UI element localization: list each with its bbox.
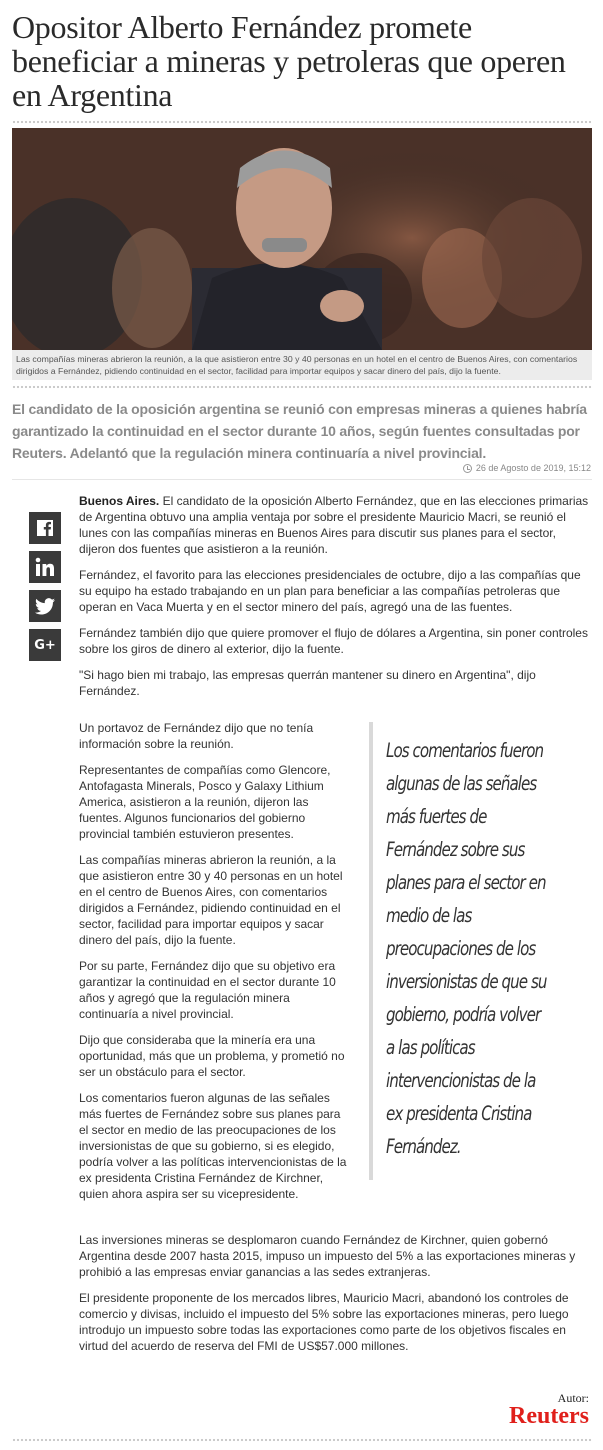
paragraph: Dijo que consideraba que la minería era una oportunidad, más que un problema, y prometió no ser un obstáculo para el sector. [79,1033,345,1079]
google-plus-icon: G+ [34,637,56,653]
publish-date-text: 26 de Agosto de 2019, 15:12 [475,463,591,473]
article-lead: El candidato de la oposición argentina se reunió con empresas mineras a quienes habría garantizado la continuidad en el sector durante 10 años, según fuentes consultadas por Reuters. Adelantó que la regulación minera continuaría a nivel provincial. [12,401,587,461]
facebook-icon [36,519,54,537]
paragraph: El presidente proponente de los mercados libres, Mauricio Macri, abandonó los controles de comercio y divisas, incluido el impuesto del 5% sobre las exportaciones mineras, pero luego introdujo un impuesto sobre todas las exportaciones como parte de los objetivos fiscales en virtud del acuerdo de reserva del FMI de US$57.000 millones. [79,1291,569,1353]
twitter-icon [35,598,55,615]
clock-icon [463,464,472,473]
article-body-column [79,720,351,1212]
paragraph: Las inversiones mineras se desplomaron cuando Fernández de Kirchner, quien gobernó Argentina desde 2007 hasta 2015, impuso un impuesto del 5% a las exportaciones mineras y prohibió a las empresas enviar ganancias a las sedes extranjeras. [79,1233,576,1279]
divider [12,1438,592,1442]
divider [12,479,592,480]
paragraph: Buenos Aires. El candidato de la oposición Alberto Fernández, que en las elecciones primarias de Argentina obtuvo una amplia ventaja por sobre el presidente Mauricio Macri, se reunió el lunes con las compañías mineras en Buenos Aires para discutir sus planes para el sector, dijeron dos fuentes que asistieron a la reunión. [79,494,589,556]
article-body-bottom [79,1232,593,1364]
divider [12,385,592,389]
share-google-plus-button[interactable] [29,629,61,661]
article-body-top [79,493,593,709]
paragraph: Por su parte, Fernández dijo que su objetivo era garantizar la continuidad en el sector durante 10 años y agregó que la regulación minera continuaría a nivel provincial. [79,959,336,1021]
paragraph: Las compañías mineras abrieron la reunión, a la que asistieron entre 30 y 40 personas en un hotel en el centro de Buenos Aires, con comentarios dirigidos a Fernández, pidiendo continuidad en el sector, facilidad para importar equipos y sacar dinero del país, dijo la fuente. [79,853,343,947]
pullquote: Los comentarios fueron algunas de las señales más fuertes de Fernández sobre sus planes para el sector en medio de las preocupaciones de los inversionistas de que su gobierno, podría volver a las políticas intervencionistas de la ex presidenta Cristina Fernández. [386,739,547,1158]
paragraph: "Si hago bien mi trabajo, las empresas querrán mantener su dinero en Argentina", dijo Fernández. [79,668,536,698]
publish-date [463,463,591,473]
author-label: Autor: [557,1391,589,1405]
paragraph: Representantes de compañías como Glencore, Antofagasta Minerals, Posco y Galaxy Lithium America, asistieron a la reunión, dijeron las fuentes. Algunos funcionarios del gobierno provincial también estuvieron presentes. [79,763,331,841]
share-linkedin-button[interactable] [29,551,61,583]
article-photo [12,128,592,350]
linkedin-icon [35,557,55,577]
paragraph: Los comentarios fueron algunas de las señales más fuertes de Fernández sobre sus planes para el sector en medio de las preocupaciones de los inversionistas de que su gobierno, si es elegido, podría volver a las políticas intervencionistas de la ex presidenta Cristina Fernández de Kirchner, quien ahora aspira ser su vicepresidente. [79,1091,347,1201]
paragraph: Fernández, el favorito para las elecciones presidenciales de octubre, dijo a las compañías que su equipo ha estado trabajando en un plan para beneficiar a las compañías petroleras que operan en Vaca Muerta y en el sector minero del país, agregó una de las fuentes. [79,568,581,614]
article-headline: Opositor Alberto Fernández promete beneficiar a mineras y petroleras que operen en Argentina [12,9,566,113]
photo-caption: Las compañías mineras abrieron la reunión, a la que asistieron entre 30 y 40 personas en un hotel en el centro de Buenos Aires, con comentarios dirigidos a Fernández, pidiendo continuidad en el sector, facilidad para importar equipos y sacar dinero del país, dijo la fuente. [12,350,592,380]
share-facebook-button[interactable] [29,512,61,544]
share-twitter-button[interactable] [29,590,61,622]
divider [12,120,592,124]
author-link[interactable]: Reuters [509,1403,589,1429]
paragraph: Un portavoz de Fernández dijo que no tenía información sobre la reunión. [79,721,314,751]
paragraph: Fernández también dijo que quiere promover el flujo de dólares a Argentina, sin poner controles sobre los giros de dinero al exterior, dijo la fuente. [79,626,588,656]
dateline: Buenos Aires. [79,494,160,508]
